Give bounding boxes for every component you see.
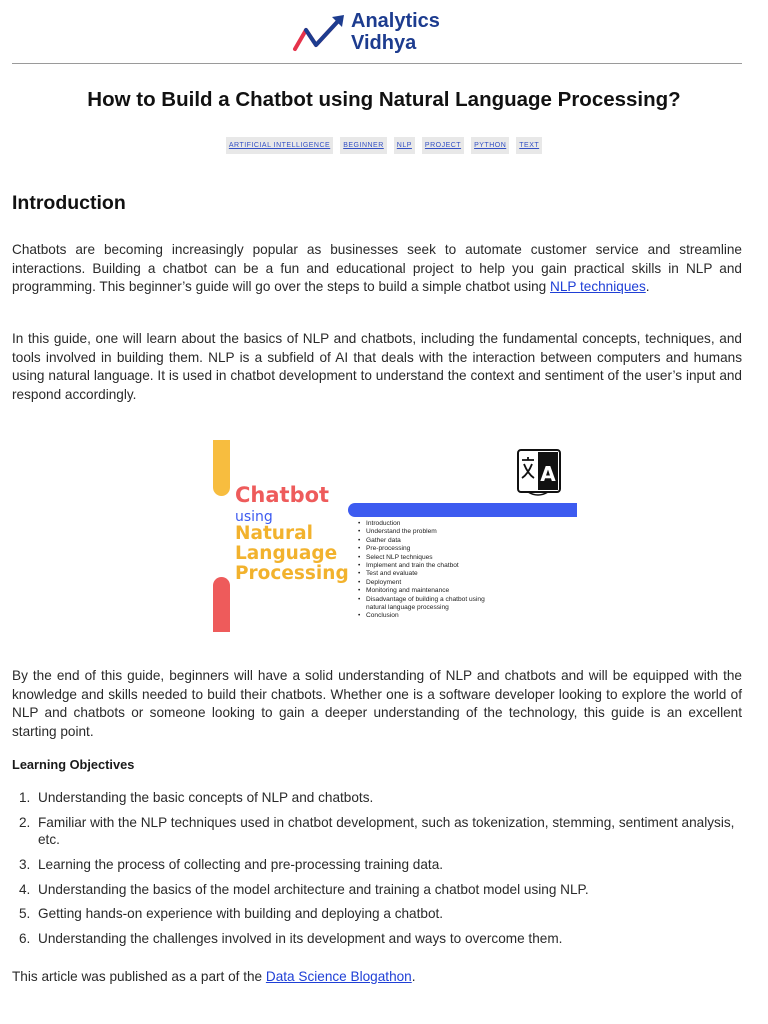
logo-chart-icon [292, 13, 348, 53]
objective-text: Understanding the challenges involved in its development and ways to overcome them. [38, 930, 563, 946]
tag-python[interactable]: PYTHON [471, 137, 509, 154]
tag-project[interactable]: PROJECT [422, 137, 464, 154]
toc-item: • Disadvantage of building a chatbot using [366, 596, 485, 604]
tag-beginner[interactable]: BEGINNER [340, 137, 387, 154]
figure-word-chatbot: Chatbot [235, 483, 330, 507]
site-header [0, 0, 768, 64]
toc-item: • Understand the problem [366, 528, 485, 536]
svg-text:A: A [540, 462, 556, 486]
tag-text[interactable]: TEXT [516, 137, 542, 154]
introduction-heading: Introduction [12, 192, 126, 214]
figure-word-language: Language [235, 543, 338, 564]
toc-item: • Conclusion [366, 612, 485, 620]
blogathon-note [12, 968, 416, 986]
objective-text: Learning the process of collecting and pre-processing training data. [38, 856, 444, 872]
toc-item: • Introduction [366, 520, 485, 528]
logo-line1: Analytics [351, 10, 440, 32]
chatbot-nlp-illustration [213, 440, 577, 632]
toc-item: • Deployment [366, 579, 485, 587]
toc-item: • Pre-processing [366, 545, 485, 553]
objective-text: Getting hands-on experience with building and deploying a chatbot. [38, 906, 444, 922]
tag-list [0, 137, 768, 154]
figure-word-natural: Natural [235, 523, 313, 544]
objective-item: 6. Understanding the challenges involved in its development and ways to overcome them. [19, 930, 563, 946]
learning-objectives-list [12, 789, 742, 955]
objective-text: Understanding the basic concepts of NLP and chatbots. [38, 790, 374, 805]
objective-item: 3. Learning the process of collecting and pre-processing training data. [19, 856, 444, 872]
p1-end: . [645, 279, 650, 295]
header-divider [12, 63, 742, 64]
intro-paragraph-3: By the end of this guide, beginners will have a solid understanding of NLP and chatbots and will be equipped with the knowledge and skills needed to build their chatbots. Whether one is a software developer looking to explore the world of NLP and chatbots or someone looking to gain a deeper understanding of the technology, this guide is an excellent starting point. [12, 668, 742, 740]
footer-text: This article was published as a part of the [12, 969, 266, 984]
toc-item: • Test and evaluate [366, 570, 485, 578]
toc-item: • Gather data [366, 537, 485, 545]
objective-text: Understanding the basics of the model architecture and training a chatbot model using NLP. [38, 881, 589, 897]
data-science-blogathon-link[interactable]: Data Science Blogathon [265, 969, 412, 984]
intro-paragraph-1 [12, 241, 742, 297]
objective-item: 5. Getting hands-on experience with building and deploying a chatbot. [19, 906, 444, 922]
objective-text: Familiar with the NLP techniques used in chatbot development, such as tokenization, stemming, sentiment analysis, etc. [38, 814, 735, 848]
toc-item: • Monitoring and maintenance [366, 587, 485, 595]
nlp-techniques-link[interactable]: NLP techniques [550, 279, 646, 295]
p1-text: Chatbots are becoming increasingly popular as businesses seek to automate customer service and streamline interactions. Building a chatbot can be a fun and educational project to help you gain practical skills in NLP and programming. This beginner’s guide will go over the steps to build a simple chatbot using [12, 242, 742, 295]
objective-item: 1. Understanding the basic concepts of NLP and chatbots. [19, 790, 374, 805]
logo-text [351, 10, 440, 54]
figure-word-processing: Processing [235, 563, 349, 584]
figure-toc-list [366, 520, 485, 621]
objective-item: 2. Familiar with the NLP techniques used in chatbot development, such as tokenization, stemming, sentiment analysis, etc. [19, 814, 735, 848]
intro-paragraph-2: In this guide, one will learn about the basics of NLP and chatbots, including the fundamental concepts, techniques, and tools involved in building them. NLP is a subfield of AI that deals with the interaction between computers and humans using natural language. It is used in chatbot development to understand the context and sentiment of the user’s input and respond accordingly. [12, 331, 742, 403]
translate-icon [516, 448, 562, 496]
article-title: How to Build a Chatbot using Natural Language Processing? [87, 88, 681, 111]
tag-artificial-intelligence[interactable]: ARTIFICIAL INTELLIGENCE [226, 137, 333, 154]
objective-item: 4. Understanding the basics of the model architecture and training a chatbot model using NLP. [19, 881, 589, 897]
logo-line2: Vidhya [351, 32, 417, 54]
toc-item: • Implement and train the chatbot [366, 562, 485, 570]
analytics-vidhya-logo[interactable] [292, 9, 472, 57]
learning-objectives-heading: Learning Objectives [12, 757, 135, 772]
tag-nlp[interactable]: NLP [394, 137, 415, 154]
figure-word-using: using [235, 509, 273, 525]
blue-accent-bar [348, 503, 577, 517]
toc-item: • Select NLP techniques [366, 554, 485, 562]
footer-end: . [411, 969, 416, 984]
yellow-accent-bar [213, 440, 230, 496]
toc-item-continued: natural language processing [366, 604, 449, 612]
red-accent-bar [213, 577, 230, 632]
